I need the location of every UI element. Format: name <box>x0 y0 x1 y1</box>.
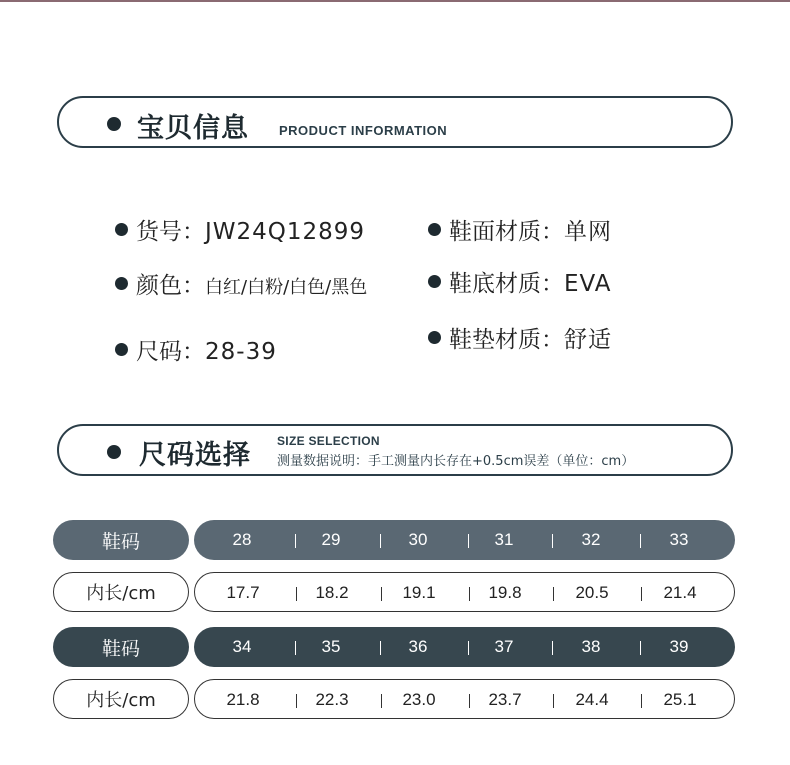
size-cell: 31 <box>494 530 514 549</box>
section-subtitle: PRODUCT INFORMATION <box>279 123 448 138</box>
bullet-icon <box>115 277 128 290</box>
length-cell: 17.7 <box>226 583 260 602</box>
info-item-sole-material <box>428 265 612 298</box>
info-value: EVA <box>564 271 612 297</box>
length-cell: 18.2 <box>315 583 349 602</box>
size-row <box>194 520 735 560</box>
info-value: 舒适 <box>564 327 612 353</box>
size-cell: 35 <box>321 637 341 656</box>
info-value: 单网 <box>564 219 612 245</box>
info-value: 28-39 <box>205 339 277 365</box>
size-cell: 28 <box>232 530 252 549</box>
size-label-pill: 鞋码 <box>53 520 189 560</box>
bullet-dot-icon <box>107 445 121 459</box>
length-cell: 21.4 <box>663 583 697 602</box>
length-row <box>194 572 735 612</box>
bullet-icon <box>115 343 128 356</box>
size-cell: 38 <box>581 637 601 656</box>
length-label-pill: 内长/cm <box>53 572 189 612</box>
bullet-dot-icon <box>107 117 121 131</box>
bullet-icon <box>428 223 441 236</box>
info-value: 白红/白粉/白色/黑色 <box>205 277 368 298</box>
size-cell: 34 <box>232 637 252 656</box>
length-cell: 19.1 <box>402 583 436 602</box>
size-row <box>194 627 735 667</box>
length-cell: 22.3 <box>315 690 349 709</box>
bullet-icon <box>428 331 441 344</box>
top-divider <box>0 0 790 2</box>
info-item-size <box>115 333 277 366</box>
info-label: 鞋垫材质： <box>449 327 564 353</box>
info-item-sku <box>115 213 365 246</box>
info-item-insole-material <box>428 321 612 354</box>
length-cell: 24.4 <box>575 690 609 709</box>
size-cell: 30 <box>408 530 428 549</box>
length-cell: 21.8 <box>226 690 260 709</box>
size-label-pill: 鞋码 <box>53 627 189 667</box>
info-label: 货号： <box>136 219 205 245</box>
length-cell: 20.5 <box>575 583 609 602</box>
size-cell: 32 <box>581 530 601 549</box>
length-cell: 19.8 <box>488 583 522 602</box>
section-subtitle: SIZE SELECTION <box>277 434 380 448</box>
length-cell: 23.0 <box>402 690 436 709</box>
info-label: 鞋面材质： <box>449 219 564 245</box>
info-value: JW24Q12899 <box>205 219 366 245</box>
length-row <box>194 679 735 719</box>
size-cell: 39 <box>669 637 689 656</box>
length-cell: 25.1 <box>663 690 697 709</box>
size-selection-header <box>57 424 733 476</box>
measurement-note: 测量数据说明：手工测量内长存在+0.5cm误差（单位：cm） <box>277 454 635 469</box>
size-cell: 37 <box>494 637 514 656</box>
length-label-pill: 内长/cm <box>53 679 189 719</box>
section-title: 宝贝信息 <box>137 113 249 144</box>
info-label: 鞋底材质： <box>449 271 564 297</box>
product-info-header <box>57 96 733 148</box>
bullet-icon <box>115 223 128 236</box>
info-item-upper-material <box>428 213 612 246</box>
info-item-color <box>115 267 367 300</box>
size-cell: 33 <box>669 530 689 549</box>
section-title: 尺码选择 <box>139 440 251 471</box>
size-cell: 29 <box>321 530 341 549</box>
info-label: 尺码： <box>136 339 205 365</box>
length-cell: 23.7 <box>488 690 522 709</box>
size-cell: 36 <box>408 637 428 656</box>
bullet-icon <box>428 275 441 288</box>
info-label: 颜色： <box>136 273 205 299</box>
